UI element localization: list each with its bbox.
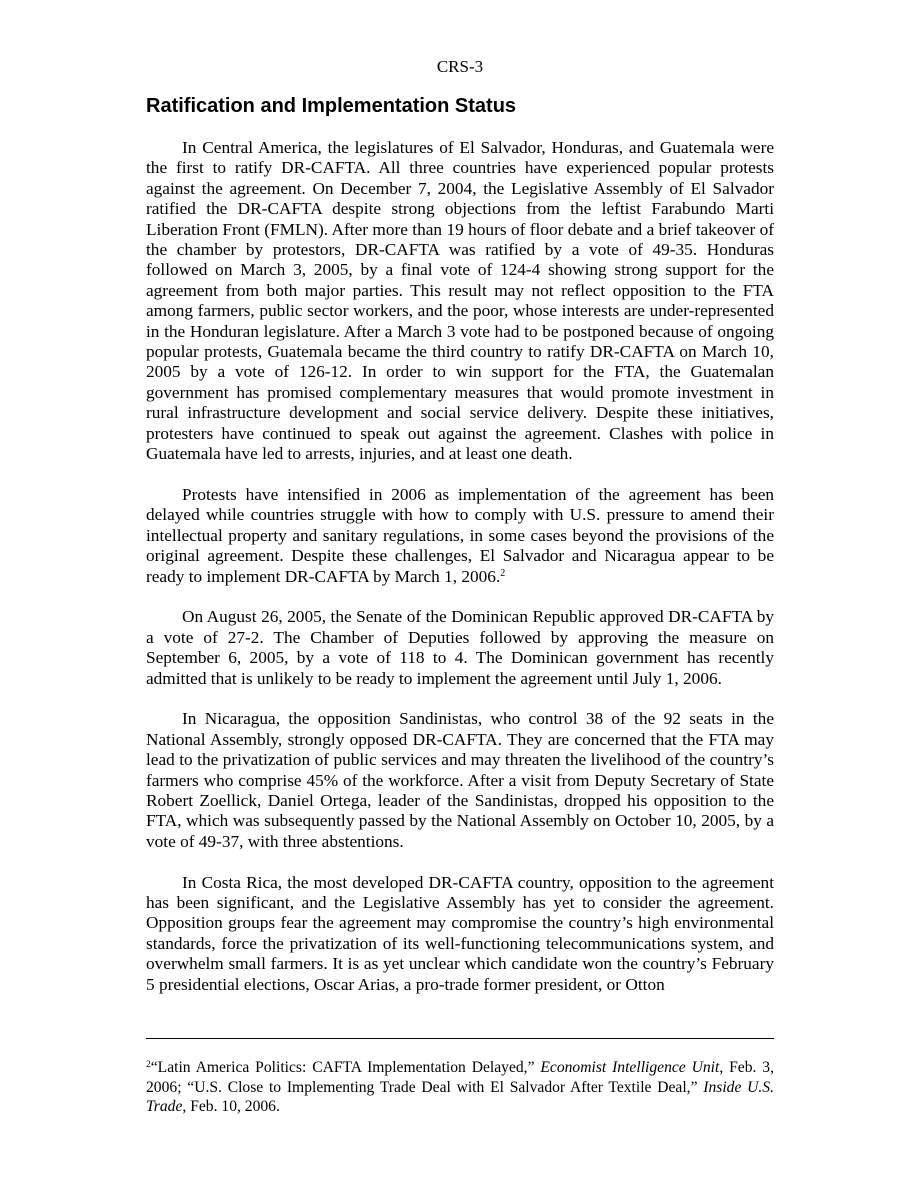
paragraph-text: In Central America, the legislatures of El Salvador, Honduras, and Guatemala were the first to ratify DR-CAFTA. All three countries have experienced popular protests against the agreement. On December 7, 2004, the Legislative Assembly of El Salvador ratified the DR-CAFTA despite strong objections from the leftist Farabundo Marti Liberation Front (FMLN). After more than 19 hours of floor debate and a brief takeover of the chamber by protestors, DR-CAFTA was ratified by a vote of 49-35. Honduras followed on March 3, 2005, by a final vote of 124-4 showing strong support for the agreement from both major parties. This result may not reflect opposition to the FTA among farmers, public sector workers, and the poor, whose interests are under-represented in the Honduran legislature. After a March 3 vote had to be postponed because of ongoing popular protests, Guatemala became the third country to ratify DR-CAFTA on March 10, 2005 by a vote of 126-12. In order to win support for the FTA, the Guatemalan government has promised complementary measures that would promote investment in rural infrastructure development and social service delivery. Despite these initiatives, protesters have continued to speak out against the agreement. Clashes with police in Guatemala have led to arrests, injuries, and at least one death. [146, 138, 774, 464]
paragraph-el-salvador-honduras-guatemala [146, 138, 774, 465]
paragraph-text: In Nicaragua, the opposition Sandinistas, who control 38 of the 92 seats in the National Assembly, strongly opposed DR-CAFTA. They are concerned that the FTA may lead to the privatization of public services and may threaten the livelihood of the country’s farmers who comprise 45% of the workforce. After a visit from Deputy Secretary of State Robert Zoellick, Daniel Ortega, leader of the Sandinistas, dropped his opposition to the FTA, which was subsequently passed by the National Assembly on October 10, 2005, by a vote of 49-37, with three abstentions. [146, 709, 774, 851]
section-heading: Ratification and Implementation Status [146, 95, 517, 117]
paragraph-text: Protests have intensified in 2006 as implementation of the agreement has been delayed while countries struggle with how to comply with U.S. pressure to amend their intellectual property and sanitary regulations, in some cases beyond the provisions of the original agreement. Despite these challenges, El Salvador and Nicaragua appear to be ready to implement DR-CAFTA by March 1, 2006. [146, 484, 774, 586]
footnotes [146, 1058, 774, 1117]
footnote-2 [146, 1058, 774, 1117]
footnote-source-title: Economist Intelligence Unit [540, 1059, 720, 1076]
footnote-number: 2 [146, 1060, 151, 1070]
footnote-divider [146, 1038, 774, 1039]
paragraph-text: On August 26, 2005, the Senate of the Dominican Republic approved DR-CAFTA by a vote of 27-2. The Chamber of Deputies followed by approving the measure on September 6, 2005, by a vote of 118 to 4. The Dominican government has recently admitted that is unlikely to be ready to implement the agreement until July 1, 2006. [146, 607, 774, 688]
footnote-text: “Latin America Politics: CAFTA Implementation Delayed,” [150, 1059, 541, 1076]
footnote-source-title: Inside U.S. Trade [146, 1078, 774, 1115]
footnote-text: , Feb. 10, 2006. [182, 1098, 280, 1115]
paragraph-text: In Costa Rica, the most developed DR-CAFTA country, opposition to the agreement has been significant, and the Legislative Assembly has yet to consider the agreement. Opposition groups fear the agreement may compromise the country’s high environmental standards, force the privatization of its well-functioning telecommunications system, and overwhelm small farmers. It is as yet unclear which candidate won the country’s February 5 presidential elections, Oscar Arias, a pro-trade former president, or Otton [146, 872, 774, 994]
paragraph-costa-rica [146, 873, 774, 995]
paragraph-implementation-delays [146, 485, 774, 587]
paragraph-nicaragua [146, 709, 774, 852]
body-text [146, 138, 774, 995]
footnote-text: , Feb. 3, 2006; “U.S. Close to Implementing Trade Deal with El Salvador After Textile Deal,” [146, 1059, 774, 1096]
paragraph-dominican-republic [146, 607, 774, 689]
footnote-reference[interactable]: 2 [500, 567, 506, 579]
page-number-header: CRS-3 [436, 57, 484, 76]
